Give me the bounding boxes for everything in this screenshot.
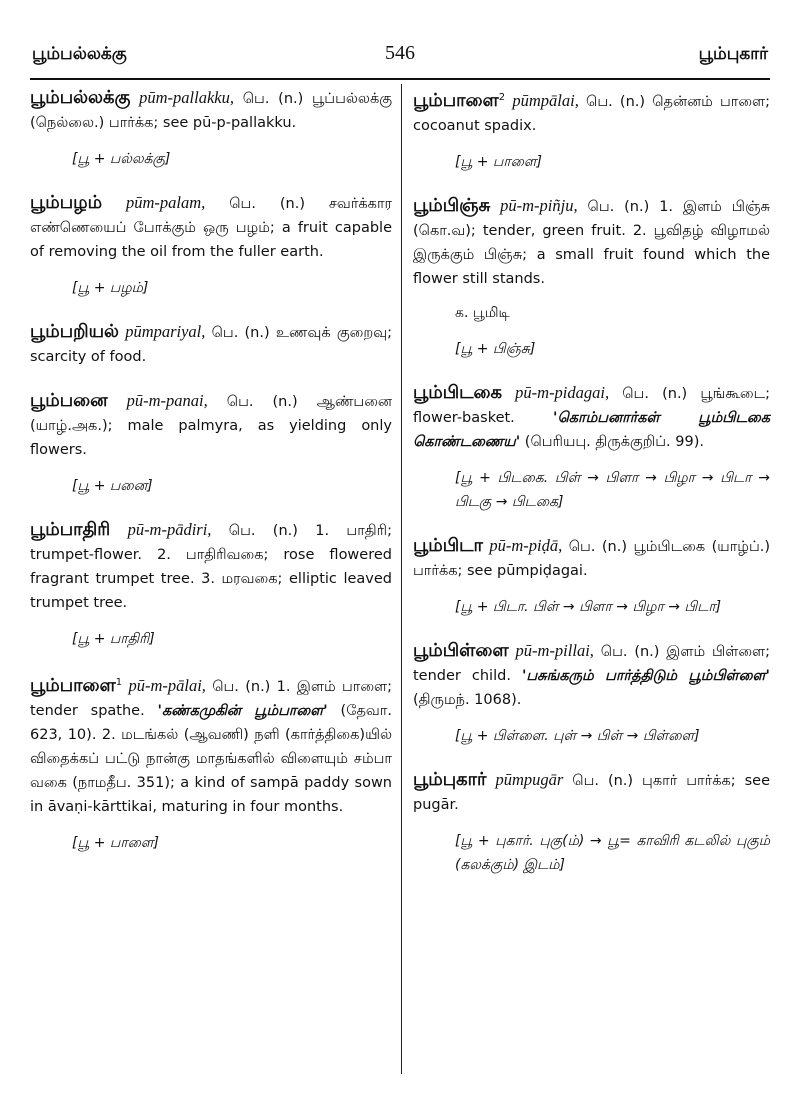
dictionary-entry: [413, 768, 770, 877]
entry-transliteration: pū-m-pālai,: [128, 675, 206, 695]
entry-body: பெ. (n.) ஆண்பனை (யாழ்.அக.); male palmyra, as yielding only flowers.: [30, 394, 392, 458]
dictionary-entry: [30, 389, 392, 498]
entry-headword: பூம்பல்லக்கு: [30, 87, 131, 108]
entry-etymology: [பூ + பிஞ்சு]: [455, 340, 536, 357]
entry-body: பெ. (n.) பூப்பல்லக்கு (நெல்லை.) பார்க்க; see pū-p-pallakku.: [30, 91, 393, 131]
entry-etymology: [பூ + பல்லக்கு]: [72, 151, 171, 167]
entry-definition: [30, 518, 392, 615]
entry-definition: [30, 389, 392, 462]
entry-headword: பூம்பிஞ்சு: [413, 194, 491, 216]
literary-quotation: 'பசுங்கரும் பார்த்திடும் பூம்பிள்ளை': [521, 667, 770, 684]
entry-body-continued: (தேவா. 623, 10). 2. மடங்கல் (ஆவணி) நளி (கார்த்திகை)யில் விதைக்கப் பட்டு நான்கு மாதங்களில் விளையும் சம்பா வகை (நாமதீப. 351); a kind of sampā paddy sown in āvaṇi-kārttikai, maturing in four months.: [30, 702, 392, 815]
homonym-number: 1: [115, 677, 123, 688]
entry-etymology: [பூ + பனை]: [72, 478, 153, 494]
entry-body-continued: (திருமந். 1068).: [413, 691, 522, 708]
entry-definition: [413, 534, 770, 583]
entry-transliteration: pū-m-pillai,: [515, 640, 594, 660]
entry-body: பெ. (n.) 1. இளம் பாளை; tender spathe.: [30, 678, 393, 719]
entry-headword: பூம்பாளை: [30, 674, 116, 696]
entry-headword: பூம்பழம்: [30, 192, 103, 213]
entry-body: பெ. (n.) இளம் பிள்ளை; tender child.: [413, 643, 771, 684]
entry-cognate: க. பூமிடி: [455, 304, 510, 321]
page-header: [30, 38, 770, 80]
dictionary-entry: [413, 86, 770, 174]
entry-body: பெ. (n.) தென்னம் பாளை; cocoanut spadix.: [413, 93, 771, 134]
literary-quotation: 'கண்கமுகின் பூம்பாளை': [157, 702, 328, 719]
literary-quotation: 'கொம்பனார்கள் பூம்பிடகை கொண்டணைய': [413, 409, 770, 450]
entry-definition: [413, 639, 770, 712]
entry-transliteration: pūm-palam,: [126, 193, 206, 212]
entry-transliteration: pū-m-pādiri,: [127, 520, 212, 539]
page-number: 546: [385, 42, 415, 64]
entry-transliteration: pūmpugār: [495, 769, 564, 789]
dictionary-entry: [413, 194, 770, 361]
dictionary-entry: [413, 381, 770, 514]
entry-etymology: [பூ + பிடா. பிள் → பிளா → பிழா → பிடா]: [455, 598, 722, 615]
entry-body: பெ. (n.) சவர்க்கார எண்ணெயைப் போக்கும் ஒரு பழம்; a fruit capable of removing the oil from the fuller earth.: [30, 196, 393, 260]
entry-transliteration: pūm-pallakku,: [139, 88, 234, 107]
entry-definition: [413, 194, 770, 291]
entry-etymology: [பூ + பாளை]: [455, 153, 543, 170]
entry-headword: பூம்பிடகை: [413, 381, 502, 403]
entry-transliteration: pūmpariyal,: [125, 322, 206, 341]
entry-transliteration: pū-m-panai,: [126, 391, 208, 410]
entry-transliteration: pū-m-pidagai,: [515, 382, 610, 402]
entry-headword: பூம்புகார்: [413, 768, 487, 790]
entry-definition: [30, 86, 392, 135]
entry-headword: பூம்பறியல்: [30, 321, 119, 342]
entry-etymology: [பூ + பழம்]: [72, 280, 149, 296]
dictionary-entry: [30, 191, 392, 300]
entry-headword: பூம்பிள்ளை: [413, 639, 509, 661]
right-column: [413, 86, 770, 897]
dictionary-entry: [30, 320, 392, 369]
entry-definition: [413, 381, 770, 454]
entry-body: பெ. (n.) பூம்பிடகை (யாழ்ப்.) பார்க்க; see pūmpiḍagai.: [413, 538, 771, 579]
dictionary-entry: [413, 639, 770, 748]
entry-definition: [413, 768, 770, 817]
dictionary-entry: [30, 86, 392, 171]
entry-body: பெ. (n.) 1. இளம் பிஞ்சு (கொ.வ); tender, green fruit. 2. பூவிதழ் விழாமல் இருக்கும் பிஞ்சு; a small fruit found which the flower still stands.: [413, 198, 771, 287]
entry-body-continued: (பெரியபு. திருக்குறிப். 99).: [524, 433, 704, 450]
entry-body: பெ. (n.) உணவுக் குறைவு; scarcity of food.: [30, 325, 392, 365]
entry-transliteration: pū-m-piḍā,: [489, 535, 563, 555]
entry-definition: [413, 86, 770, 138]
entry-headword: பூம்பிடா: [413, 534, 483, 556]
entry-etymology: [பூ + பிள்ளை. புள் → பிள் → பிள்ளை]: [455, 727, 700, 744]
homonym-number: 2: [498, 92, 506, 103]
entry-body: பெ. (n.) புகார் பார்க்க; see pugār.: [413, 772, 771, 813]
entry-body: பெ. (n.) பூங்கூடை; flower-basket.: [413, 385, 771, 426]
dictionary-entry: [30, 671, 392, 855]
entry-definition: [30, 671, 392, 819]
entry-headword: பூம்பாதிரி: [30, 519, 111, 540]
entry-transliteration: pūmpālai,: [512, 90, 579, 110]
dictionary-entry: [413, 534, 770, 619]
entry-definition: [30, 320, 392, 369]
entry-etymology: [பூ + பாதிரி]: [72, 631, 155, 647]
entry-etymology: [பூ + புகார். புகு(ம்) → பூ= காவிரி கடலில் புகும் (கலக்கும்) இடம்]: [455, 832, 770, 873]
entry-headword: பூம்பனை: [30, 390, 108, 411]
entry-etymology: [பூ + பிடகை. பிள் → பிளா → பிழா → பிடா → பிடகு → பிடகை]: [455, 469, 770, 510]
entry-etymology: [பூ + பாளை]: [72, 834, 160, 851]
entry-headword: பூம்பாளை: [413, 89, 499, 111]
entry-definition: [30, 191, 392, 264]
right-running-headword: பூம்புகார்: [698, 44, 768, 64]
left-running-headword: பூம்பல்லக்கு: [32, 44, 127, 64]
entry-transliteration: pū-m-piñju,: [500, 195, 578, 215]
dictionary-entry: [30, 518, 392, 651]
left-column: [30, 86, 392, 875]
entry-body: பெ. (n.) 1. பாதிரி; trumpet-flower. 2. பாதிரிவகை; rose flowered fragrant trumpet tree. 3. மரவகை; elliptic leaved trumpet tree.: [30, 523, 393, 611]
column-divider: [401, 84, 402, 1074]
